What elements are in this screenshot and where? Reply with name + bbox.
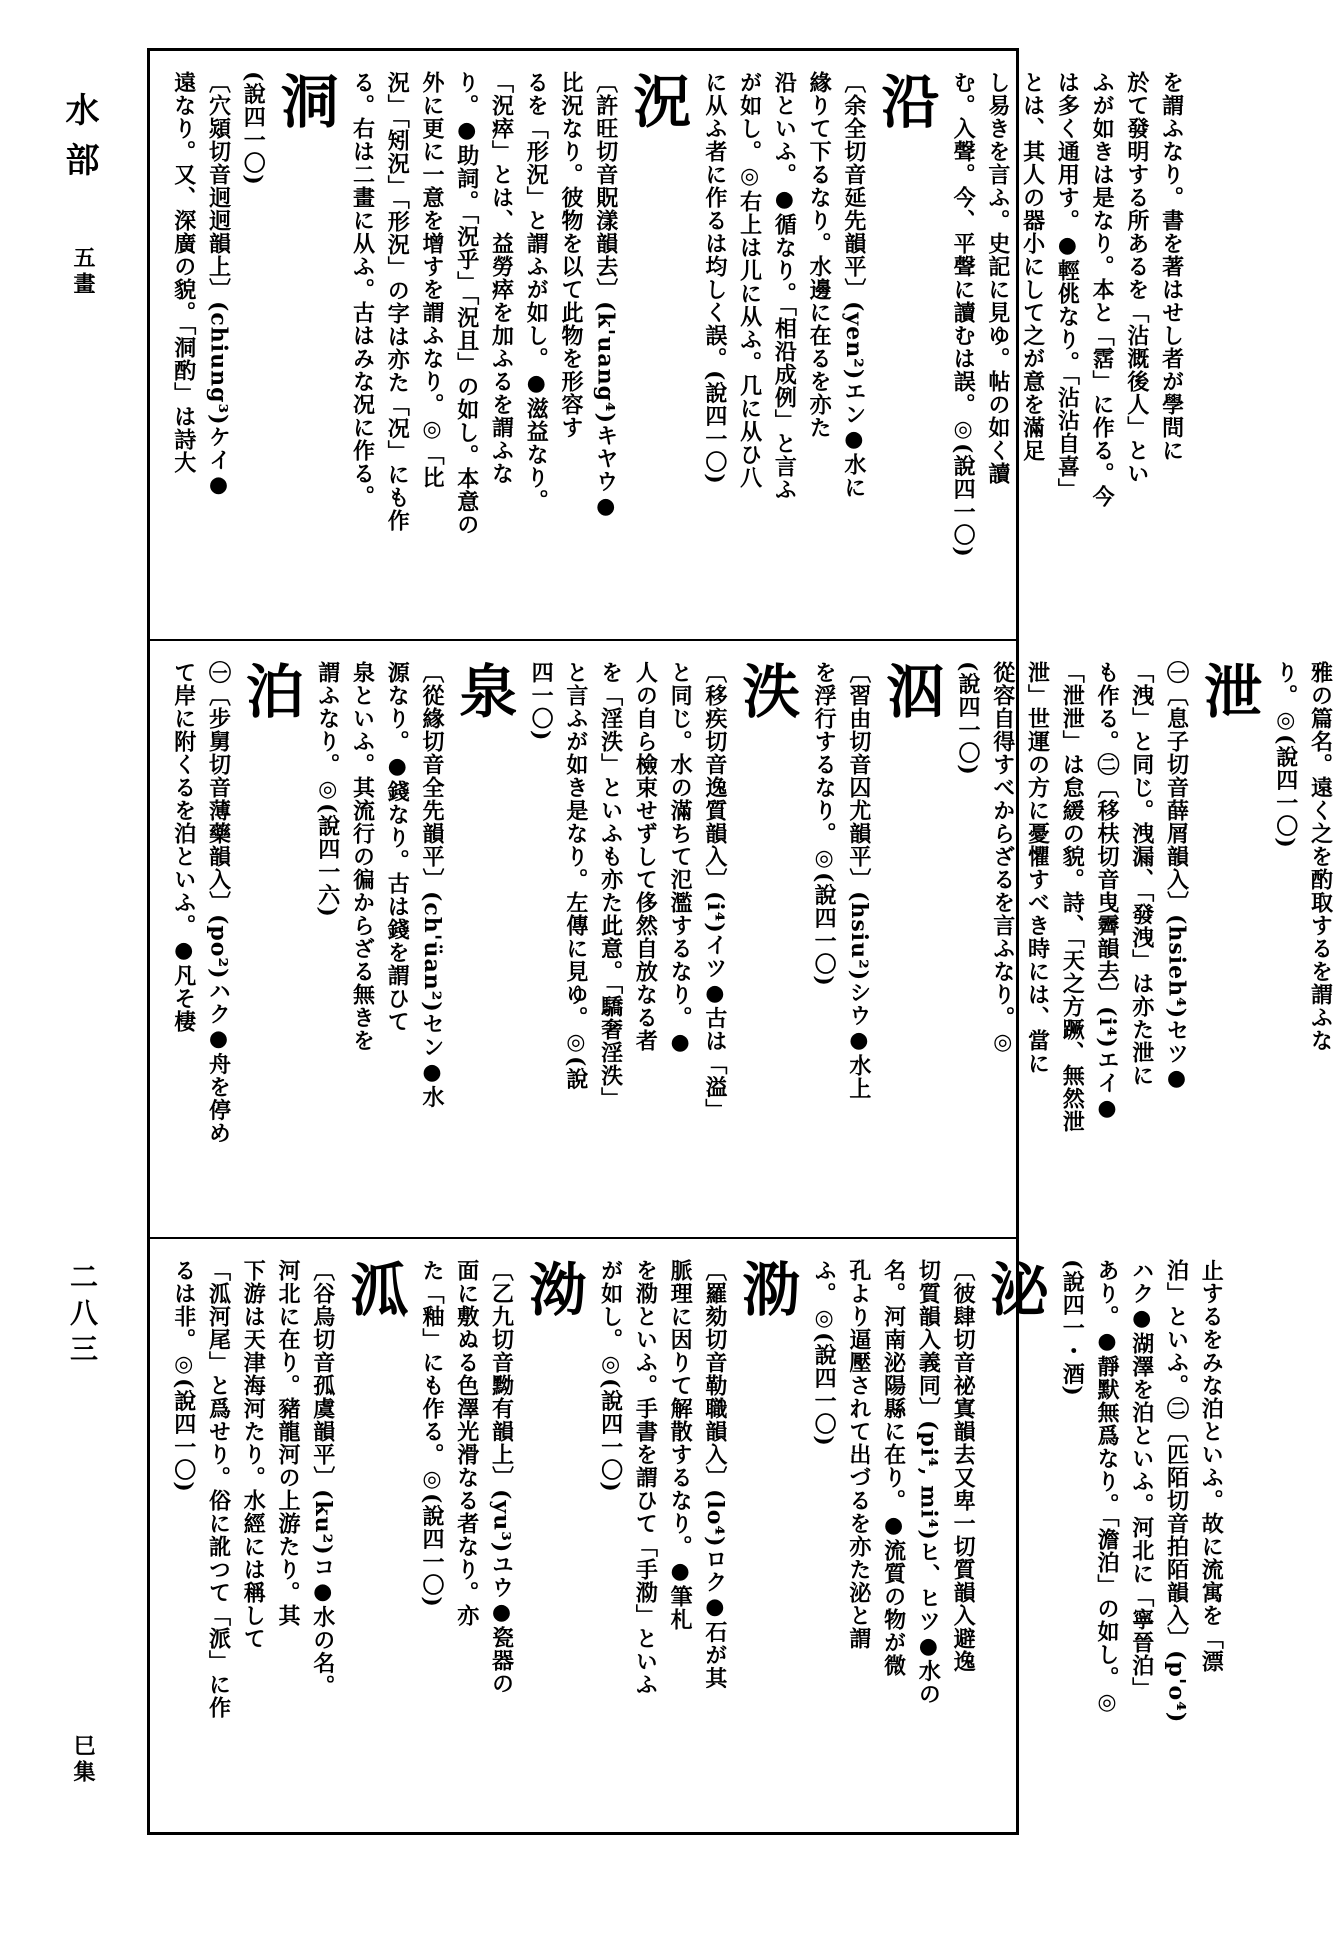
headword: 況	[623, 71, 692, 129]
page-margin	[0, 0, 150, 1948]
text-line: 泄」世運の方に憂懼すべき時には、當に	[1024, 661, 1051, 1075]
text-line: り。◎(說四一〇)	[1272, 661, 1299, 849]
headword: 泐	[732, 1259, 801, 1317]
text-line: 〔移疾切音逸質韻入〕(i⁴)イツ●古は「溢」	[701, 661, 728, 1122]
text-line: 況」「矧況」「形況」の字は亦た「况」にも作	[384, 71, 411, 532]
panel-columns	[160, 661, 1337, 1227]
volume-label: 巳集	[70, 1734, 96, 1786]
dictionary-page	[147, 48, 1334, 1835]
headword: 泌	[980, 1259, 1049, 1317]
entry-qiu	[806, 661, 944, 1227]
headword: 沿	[871, 71, 940, 129]
text-line: 人の自ら檢束せずして侈然自放なる者	[632, 661, 659, 1052]
headword: 洞	[270, 71, 339, 129]
text-line: 名。河南泌陽縣に在り。●流質の物が微	[880, 1259, 907, 1677]
text-line: る。右は二畫に从ふ。古はみな况に作る。	[349, 71, 376, 508]
text-line: ふ。◎(說四一〇)	[811, 1259, 838, 1447]
text-line: も作る。㊁〔移枎切音曳霽韻去〕(i⁴)エイ●	[1094, 661, 1120, 1122]
text-line: とは、其人の器小にして之が意を滿足	[1019, 71, 1046, 462]
text-line: り。●助詞。「況乎」「況且」の如し。本意の	[453, 71, 480, 536]
text-line: 〔谷烏切音孤虞韻平〕(ku²)コ●水の名。	[309, 1259, 336, 1698]
entry-quan	[310, 661, 517, 1227]
headword: 泆	[732, 661, 801, 719]
text-line: 「泒河尾」と爲せり。俗に訛つて「派」に作	[205, 1259, 232, 1719]
text-line: を泐といふ。手書を謂ひて「手泐」といふ	[632, 1259, 659, 1696]
text-line: 四一〇)	[528, 661, 555, 742]
stroke-count-label: 五畫	[70, 246, 96, 298]
continued-text	[1268, 661, 1337, 1227]
text-line: 河北に在り。豬龍河の上游たり。其	[275, 1259, 301, 1627]
text-line: るは非。◎(說四一〇)	[170, 1259, 197, 1493]
text-line: ふが如きは是なり。本と「霑」に作る。今	[1089, 71, 1116, 508]
text-line: 泉といふ。其流行の徧からざる無きを	[349, 661, 376, 1052]
text-line: て岸に附くるを泊といふ。●凡そ棲	[170, 661, 197, 1033]
text-line: 比況なり。彼物を以て此物を形容す	[557, 71, 584, 439]
page-number: 二八三	[66, 1262, 99, 1370]
text-line: 遠なり。又、深廣の貌。「洞酌」は詩大	[170, 71, 197, 474]
text-line: に从ふ者に作るは均しく誤。(說四一〇)	[701, 71, 728, 485]
text-line: を謂ふなり。書を著はせし者が學問に	[1158, 71, 1185, 462]
text-line: が如し。◎右上は儿に从ふ。几に从ひ八	[736, 71, 763, 489]
continued-text	[1055, 1259, 1229, 1822]
headword: 泄	[1193, 661, 1262, 719]
entry-xie	[950, 661, 1262, 1227]
continued-text	[945, 71, 1188, 629]
text-line: た「釉」にも作る。◎(說四一〇)	[418, 1259, 445, 1608]
text-line: 「況瘁」とは、益勞瘁を加ふるを謂ふな	[488, 71, 515, 485]
headword: 泒	[340, 1259, 409, 1317]
text-line: 「泄泄」は怠緩の貌。詩、「天之方蹶、無然泄	[1059, 661, 1086, 1133]
text-line: 泊」といふ。㊁〔匹陌切音拍陌韻入〕(p'o⁴)	[1163, 1259, 1190, 1724]
text-line: 從容自得すべからざるを言ふなり。◎	[989, 661, 1016, 1056]
text-line: 於て發明する所あるを「沾溉後人」とい	[1123, 71, 1150, 485]
entry-jiong	[166, 71, 339, 629]
text-line: は多く通用す。●輕佻なり。「沾沾自喜」	[1054, 71, 1081, 501]
entry-you	[414, 1259, 587, 1822]
text-line: と同じ。水の滿ちて氾濫するなり。●	[667, 661, 694, 1056]
panel-top	[150, 51, 1185, 641]
text-line: む。入聲。今、平聲に讀むは誤。◎(說四一〇)	[950, 71, 977, 558]
text-line: 脈理に因りて解散するなり。●筆札	[667, 1259, 694, 1631]
text-line: 〔從緣切音全先韻平〕(ch'üan²)セン●水	[418, 661, 445, 1109]
text-line: 下游は天津海河たり。水經には稱して	[240, 1259, 267, 1650]
text-line: ㊀〔步舅切音薄藥韻入〕(po²)ハク●舟を停め	[205, 661, 232, 1145]
text-line: 沿といふ。●循なり。「相沿成例」と言ふ	[771, 71, 798, 501]
panel-middle	[150, 641, 1334, 1239]
text-line: ハク●湖澤を泊といふ。河北に「寧晉泊」	[1128, 1259, 1155, 1700]
text-line: 〔習由切音囚尤韻平〕(hsiu²)シウ●水上	[845, 661, 872, 1101]
text-line: を浮行するなり。◎(說四一〇)	[811, 661, 838, 987]
text-line: 〔乙九切音黝有韻上〕(yu³)ユウ●瓷器の	[488, 1259, 515, 1696]
text-line: 〔羅劾切音勒職韻入〕(lo⁴)ロク●石が其	[701, 1259, 728, 1690]
text-line: 緣りて下るなり。水邊に在るを亦た	[806, 71, 833, 439]
headword: 泑	[518, 1259, 587, 1317]
entry-yan	[697, 71, 939, 629]
text-line: 〔許旺切音貺漾韻去〕(k'uang⁴)キヤウ●	[592, 71, 619, 521]
entry-yi	[523, 661, 800, 1227]
entry-gu	[166, 1259, 408, 1822]
entry-le	[593, 1259, 800, 1822]
text-line: 孔より逼壓されて出づるを亦た泌と謂	[845, 1259, 872, 1650]
text-line: あり。●靜默無爲なり。「澹泊」の如し。◎	[1094, 1259, 1120, 1716]
text-line: 切質韻入義同〕(pi⁴, mi⁴)ヒ、ヒツ●水の	[915, 1259, 942, 1706]
panel-columns	[160, 71, 1189, 629]
entry-bo	[166, 661, 304, 1227]
text-line: 源なり。●錢なり。古は錢を謂ひて	[384, 661, 411, 1033]
text-line: し易きを言ふ。史記に見ゆ。帖の如く讀	[984, 71, 1011, 485]
text-line: 「洩」と同じ。洩漏、「發洩」は亦た泄に	[1128, 661, 1155, 1087]
text-line: 謂ふなり。◎(說四一六)	[314, 661, 341, 918]
text-line: (說四一・酒)	[1059, 1259, 1086, 1397]
text-line: 雅の篇名。遠く之を酌取するを謂ふな	[1307, 661, 1334, 1052]
text-line: 止するをみな泊といふ。故に流寓を「漂	[1198, 1259, 1225, 1673]
text-line: 〔余全切音延先韻平〕(yen²)エン●水に	[840, 71, 867, 500]
radical-label: 水部	[59, 92, 99, 192]
panel-bottom	[150, 1239, 1225, 1832]
text-line: が如し。◎(說四一〇)	[597, 1259, 624, 1493]
text-line: るを「形況」と謂ふが如し。●滋益なり。	[523, 71, 550, 512]
entry-kuang	[345, 71, 691, 629]
panel-columns	[160, 1259, 1228, 1822]
headword: 泉	[449, 661, 518, 719]
headword: 泅	[876, 661, 945, 719]
text-line: (說四一〇)	[955, 661, 981, 776]
entry-mi	[806, 1259, 1048, 1822]
text-line: 〔彼肆切音祕寘韻去又卑一切質韻入避逸	[950, 1259, 977, 1673]
text-line: 〔穴熲切音迥迥韻上〕(chiung³)ケイ●	[205, 71, 232, 499]
text-line: (說四一〇)	[240, 71, 267, 186]
text-line: ㊀〔息子切音薛屑韻入〕(hsieh⁴)セツ●	[1163, 661, 1190, 1093]
text-line: と言ふが如き是なり。左傳に見ゆ。◎(說	[562, 661, 589, 1091]
text-line: を「淫泆」といふも亦た此意。「驕奢淫泆」	[597, 661, 624, 1110]
headword: 泊	[235, 661, 304, 719]
text-line: 外に更に一意を增すを謂ふなり。◎「比	[418, 71, 445, 489]
text-line: 面に敷ぬる色澤光滑なる者なり。亦	[453, 1259, 480, 1627]
